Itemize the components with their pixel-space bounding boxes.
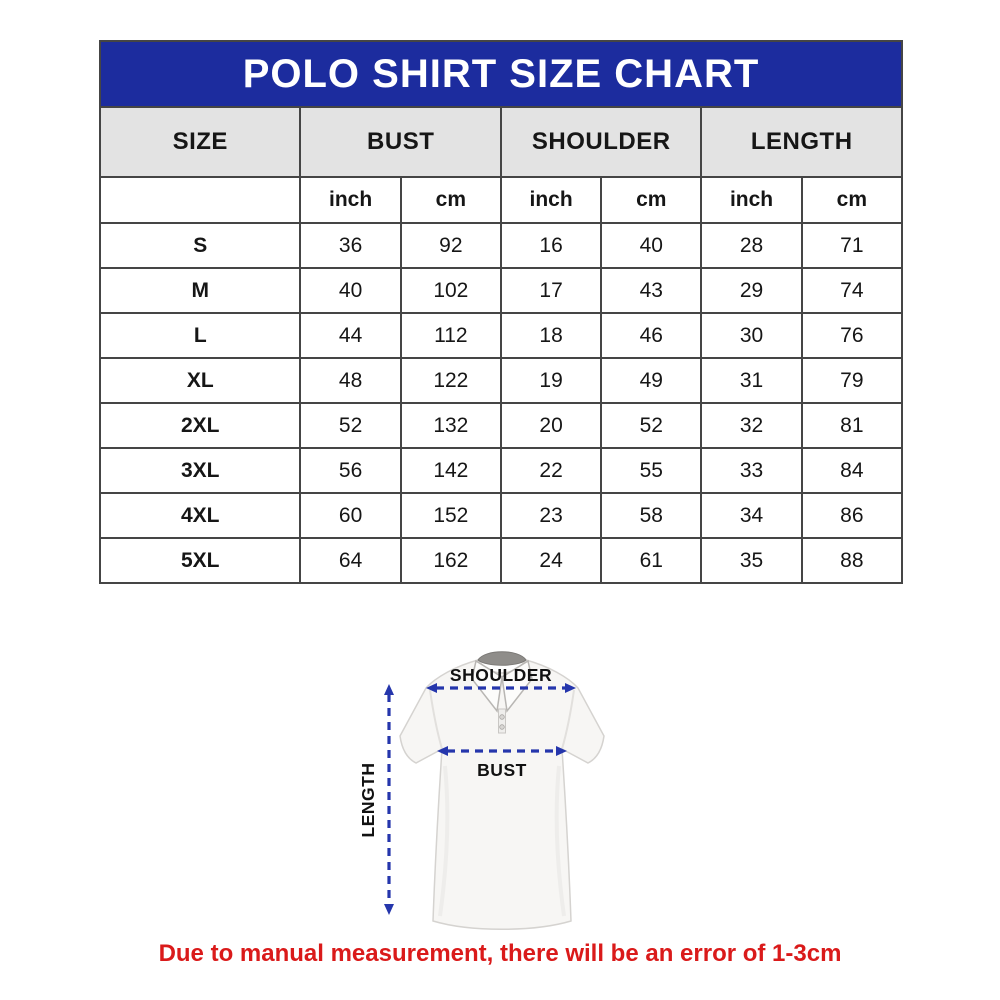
size-chart xyxy=(99,40,903,584)
unit-header: cm xyxy=(401,177,501,223)
value-cell: 19 xyxy=(501,358,601,403)
value-cell: 32 xyxy=(701,403,801,448)
value-cell: 61 xyxy=(601,538,701,583)
value-cell: 102 xyxy=(401,268,501,313)
unit-header: inch xyxy=(300,177,400,223)
value-cell: 55 xyxy=(601,448,701,493)
value-cell: 28 xyxy=(701,223,801,268)
table-row-xl xyxy=(100,358,902,403)
value-cell: 18 xyxy=(501,313,601,358)
value-cell: 33 xyxy=(701,448,801,493)
value-cell: 60 xyxy=(300,493,400,538)
value-cell: 24 xyxy=(501,538,601,583)
value-cell: 36 xyxy=(300,223,400,268)
group-header-shoulder: SHOULDER xyxy=(501,107,701,177)
value-cell: 76 xyxy=(802,313,902,358)
value-cell: 40 xyxy=(601,223,701,268)
button xyxy=(500,725,505,730)
value-cell: 52 xyxy=(601,403,701,448)
size-cell: 3XL xyxy=(100,448,300,493)
table-row-5xl xyxy=(100,538,902,583)
value-cell: 112 xyxy=(401,313,501,358)
unit-header: inch xyxy=(501,177,601,223)
unit-header: inch xyxy=(701,177,801,223)
value-cell: 29 xyxy=(701,268,801,313)
value-cell: 142 xyxy=(401,448,501,493)
group-header-bust: BUST xyxy=(300,107,500,177)
size-cell: 4XL xyxy=(100,493,300,538)
shoulder-label: SHOULDER xyxy=(449,665,553,685)
group-header-length: LENGTH xyxy=(701,107,902,177)
value-cell: 152 xyxy=(401,493,501,538)
table-row-4xl xyxy=(100,493,902,538)
length-measure-arrow xyxy=(384,684,394,915)
table-row-l xyxy=(100,313,902,358)
value-cell: 162 xyxy=(401,538,501,583)
measurement-error-note: Due to manual measurement, there will be an error of 1-3cm xyxy=(158,940,842,967)
group-header-size: SIZE xyxy=(100,107,300,177)
value-cell: 81 xyxy=(802,403,902,448)
value-cell: 88 xyxy=(802,538,902,583)
value-cell: 46 xyxy=(601,313,701,358)
value-cell: 56 xyxy=(300,448,400,493)
size-cell: S xyxy=(100,223,300,268)
value-cell: 35 xyxy=(701,538,801,583)
value-cell: 71 xyxy=(802,223,902,268)
value-cell: 17 xyxy=(501,268,601,313)
collar-back xyxy=(478,652,526,666)
value-cell: 40 xyxy=(300,268,400,313)
length-label: LENGTH xyxy=(358,762,378,838)
value-cell: 30 xyxy=(701,313,801,358)
value-cell: 52 xyxy=(300,403,400,448)
value-cell: 34 xyxy=(701,493,801,538)
value-cell: 23 xyxy=(501,493,601,538)
size-cell: L xyxy=(100,313,300,358)
value-cell: 79 xyxy=(802,358,902,403)
size-cell: M xyxy=(100,268,300,313)
table-row-m xyxy=(100,268,902,313)
value-cell: 31 xyxy=(701,358,801,403)
group-header-row xyxy=(100,107,902,177)
size-cell: 5XL xyxy=(100,538,300,583)
value-cell: 92 xyxy=(401,223,501,268)
value-cell: 74 xyxy=(802,268,902,313)
table-row-s xyxy=(100,223,902,268)
value-cell: 58 xyxy=(601,493,701,538)
size-chart-table xyxy=(99,106,903,584)
value-cell: 22 xyxy=(501,448,601,493)
table-row-3xl xyxy=(100,448,902,493)
table-row-2xl xyxy=(100,403,902,448)
value-cell: 48 xyxy=(300,358,400,403)
unit-header: cm xyxy=(601,177,701,223)
value-cell: 49 xyxy=(601,358,701,403)
unit-header-row xyxy=(100,177,902,223)
value-cell: 132 xyxy=(401,403,501,448)
value-cell: 44 xyxy=(300,313,400,358)
button xyxy=(500,715,505,720)
polo-shirt-diagram xyxy=(330,638,670,938)
value-cell: 64 xyxy=(300,538,400,583)
value-cell: 43 xyxy=(601,268,701,313)
unit-header: cm xyxy=(802,177,902,223)
bust-label: BUST xyxy=(477,760,527,780)
value-cell: 86 xyxy=(802,493,902,538)
size-cell: XL xyxy=(100,358,300,403)
value-cell: 122 xyxy=(401,358,501,403)
value-cell: 16 xyxy=(501,223,601,268)
value-cell: 84 xyxy=(802,448,902,493)
unit-header-empty xyxy=(100,177,300,223)
value-cell: 20 xyxy=(501,403,601,448)
chart-title: POLO SHIRT SIZE CHART xyxy=(99,40,903,106)
size-cell: 2XL xyxy=(100,403,300,448)
polo-shirt-illustration xyxy=(400,652,604,930)
